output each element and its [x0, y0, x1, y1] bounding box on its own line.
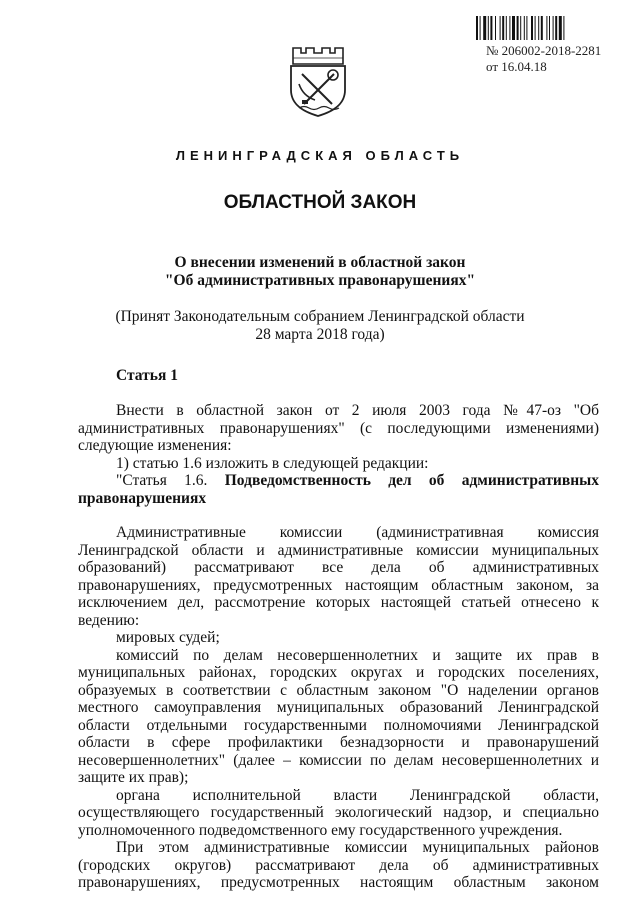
- paragraph-administrative-commissions: Административные комиссии (административная комиссия Ленинградской области и административные комиссии муниципальных образований) рассматривают все дела об административных правонарушениях, предусмотренных настоящим областным законом, за исключением дел, рассмотрение которых настоящей статьей отнесено к ведению:: [78, 524, 599, 629]
- document-date: от 16.04.18: [486, 59, 547, 74]
- adoption-note-line-2: 28 марта 2018 года): [255, 326, 385, 343]
- paragraph-municipal-commissions: При этом административные комиссии муниципальных районов (городских округов) рассматривают дела об административных правонарушениях, предусмотренных настоящим областным законом: [78, 839, 599, 891]
- document-registration: [486, 43, 601, 75]
- document-type: ОБЛАСТНОЙ ЗАКОН: [223, 192, 417, 213]
- article-number: "Статья 1.6.: [116, 472, 208, 489]
- document-number: № 206002-2018-2281: [486, 43, 602, 58]
- law-title-line-2: "Об административных правонарушениях": [164, 272, 476, 289]
- law-title-line-1: О внесении изменений в областной закон: [174, 254, 466, 271]
- article-title-bold: Подведомственность дел об административных правонарушениях: [78, 472, 600, 507]
- paragraph-amendment-intro: Внести в областной закон от 2 июля 2003 года №47-оз "Об административных правонарушениях" (с последующими изменениями) следующие изменения:: [78, 402, 599, 454]
- barcode: [476, 16, 602, 40]
- paragraph-article-title: [78, 472, 599, 507]
- paragraph-executive-authority: органа исполнительной власти Ленинградской области, осуществляющего государственный экологический надзор, и специально уполномоченного подведомственного ему государственного учреждения.: [78, 786, 599, 839]
- paragraph-item-1: 1) статью 1.6 изложить в следующей редакции:: [116, 454, 429, 472]
- region-name: ЛЕНИНГРАДСКАЯ ОБЛАСТЬ: [175, 148, 465, 163]
- article-heading: Статья 1: [116, 367, 178, 384]
- law-title: [0, 254, 640, 290]
- law-body-text: [78, 402, 599, 892]
- coat-of-arms-emblem: [287, 44, 349, 118]
- adoption-note: [0, 308, 640, 344]
- paragraph-magistrates: мировых судей;: [116, 629, 220, 646]
- paragraph-juvenile-commissions: комиссий по делам несовершеннолетних и защите их прав в муниципальных районах, городских округах и городских поселениях, образуемых в соответствии с областным законом "О наделении органов местного самоуправления муниципальных образований Ленинградской области отдельными государственными полномочиями Ленинградской области в сфере профилактики безнадзорности и правонарушений несовершеннолетних" (далее – комиссии по делам несовершеннолетних и защите их прав);: [78, 646, 599, 786]
- adoption-note-line-1: (Принят Законодательным собранием Ленинградской области: [115, 308, 525, 325]
